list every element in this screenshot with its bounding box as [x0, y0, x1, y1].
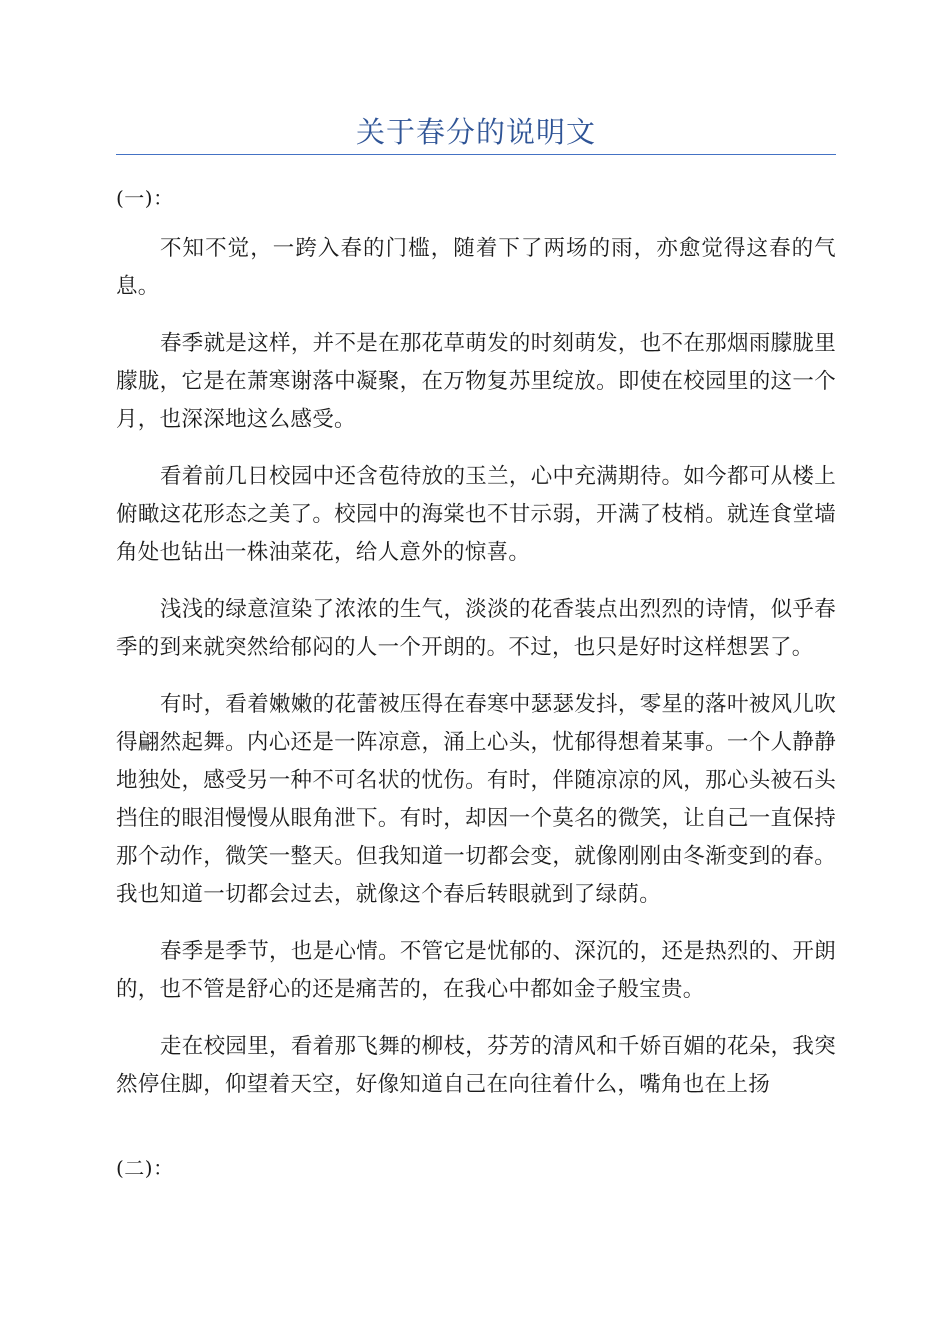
title-underline [116, 154, 836, 155]
paragraph-6: 春季是季节，也是心情。不管它是忧郁的、深沉的，还是热烈的、开朗的，也不管是舒心的还是痛苦的，在我心中都如金子般宝贵。 [116, 939, 836, 1002]
paragraph-5: 有时，看着嫩嫩的花蕾被压得在春寒中瑟瑟发抖，零星的落叶被风儿吹得翩然起舞。内心还是一阵凉意，涌上心头，忧郁得想着某事。一个人静静地独处，感受另一种不可名状的忧伤。有时，伴随凉凉的风，那心头被石头挡住的眼泪慢慢从眼角泄下。有时，却因一个莫名的微笑，让自己一直保持那个动作，微笑一整天。但我知道一切都会变，就像刚刚由冬渐变到的春。我也知道一切都会过去，就像这个春后转眼就到了绿荫。 [116, 692, 836, 907]
paragraph-2: 春季就是这样，并不是在那花草萌发的时刻萌发，也不在那烟雨朦胧里朦胧，它是在萧寒谢落中凝聚，在万物复苏里绽放。即使在校园里的这一个月，也深深地这么感受。 [116, 331, 836, 432]
section-heading-1: (一)： [116, 186, 174, 210]
paragraph-3: 看着前几日校园中还含苞待放的玉兰，心中充满期待。如今都可从楼上俯瞰这花形态之美了。校园中的海棠也不甘示弱，开满了枝梢。就连食堂墙角处也钻出一株油菜花，给人意外的惊喜。 [116, 464, 836, 565]
paragraph-4: 浅浅的绿意渲染了浓浓的生气，淡淡的花香装点出烈烈的诗情，似乎春季的到来就突然给郁闷的人一个开朗的。不过，也只是好时这样想罢了。 [116, 597, 836, 660]
paragraph-1: 不知不觉，一跨入春的门槛，随着下了两场的雨，亦愈觉得这春的气息。 [116, 236, 836, 299]
section-1-body [116, 230, 836, 1123]
section-heading-2: (二)： [116, 1156, 174, 1180]
document-title: 关于春分的说明文 [355, 115, 596, 149]
paragraph-7: 走在校园里，看着那飞舞的柳枝，芬芳的清风和千娇百媚的花朵，我突然停住脚，仰望着天空，好像知道自己在向往着什么，嘴角也在上扬 [116, 1034, 836, 1097]
